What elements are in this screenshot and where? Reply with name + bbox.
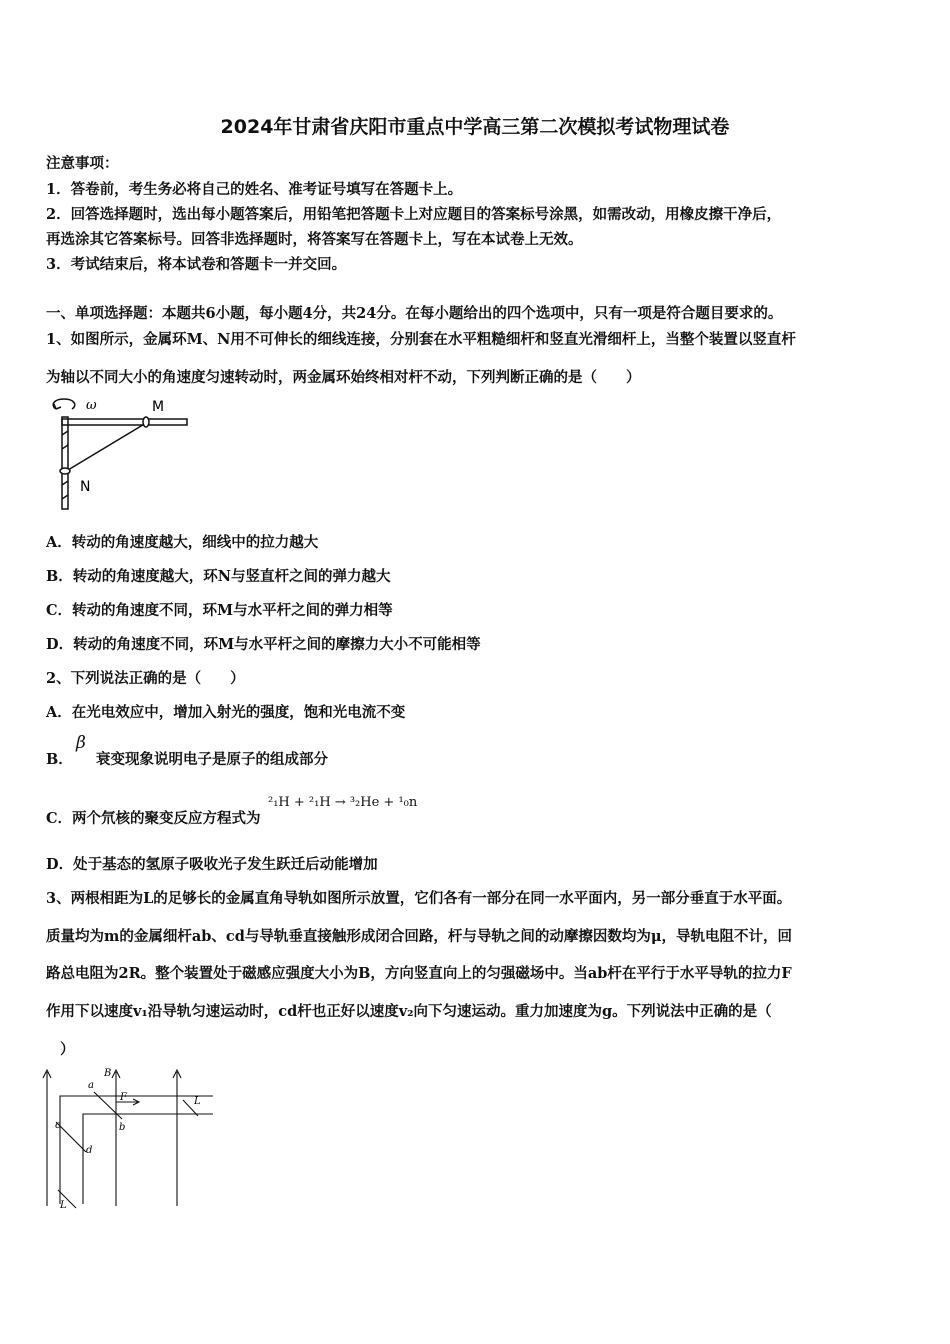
fig3-F-label: F — [120, 1092, 127, 1103]
fig3-L-right-label: L — [194, 1096, 201, 1107]
fig3-B-label: B — [104, 1068, 112, 1079]
fig1-M-label: M — [152, 399, 165, 415]
q2-option-a: A．在光电效应中，增加入射光的强度，饱和光电流不变 — [46, 704, 406, 721]
q1-figure — [48, 395, 198, 515]
fig3-d-label: d — [86, 1145, 93, 1156]
q1-stem-line2: 为轴以不同大小的角速度匀速转动时，两金属环始终相对杆不动，下列判断正确的是（ ） — [46, 369, 641, 386]
q1-option-d: D．转动的角速度不同，环M与水平杆之间的摩擦力大小不可能相等 — [46, 636, 481, 653]
q1-option-c: C．转动的角速度不同，环M与水平杆之间的弹力相等 — [46, 602, 393, 619]
q1-stem-line1: 1、如图所示，金属环M、N用不可伸长的细线连接，分别套在水平粗糙细杆和竖直光滑细杆上，当整个装置以竖直杆 — [46, 331, 796, 348]
page-title: 2024年甘肃省庆阳市重点中学高三第二次模拟考试物理试卷 — [220, 116, 730, 138]
fig3-c-label: c — [55, 1120, 61, 1131]
notice-item-2b: 再选涂其它答案标号。回答非选择题时，将答案写在答题卡上，写在本试卷上无效。 — [46, 231, 583, 248]
fig3-a-label: a — [88, 1080, 94, 1091]
rotation-arrow-icon — [53, 399, 75, 409]
q3-stem-line5: ） — [60, 1041, 75, 1058]
q2-option-c-text: C．两个氘核的聚变反应方程式为 — [46, 810, 261, 827]
q2-option-b-beta: β — [76, 733, 86, 753]
q3-stem-line2: 质量均为m的金属细杆ab、cd与导轨垂直接触形成闭合回路，杆与导轨之间的动摩擦因数均为μ，导轨电阻不计，回 — [46, 928, 792, 945]
q2-stem: 2、下列说法正确的是（ ） — [46, 670, 245, 687]
section-heading: 一、单项选择题：本题共6小题，每小题4分，共24分。在每小题给出的四个选项中，只有一项是符合题目要求的。 — [46, 305, 783, 322]
q1-option-a: A．转动的角速度越大，细线中的拉力越大 — [46, 534, 319, 551]
q3-stem-line1: 3、两根相距为L的足够长的金属直角导轨如图所示放置，它们各有一部分在同一水平面内，另一部分垂直于水平面。 — [46, 890, 792, 907]
notice-item-3: 3．考试结束后，将本试卷和答题卡一并交回。 — [46, 256, 347, 273]
q2-option-d: D．处于基态的氢原子吸收光子发生跃迁后动能增加 — [46, 856, 378, 873]
q2-option-b-text: 衰变现象说明电子是原子的组成部分 — [96, 751, 328, 768]
q3-figure — [38, 1064, 218, 1214]
fig3-b-label: b — [119, 1122, 126, 1133]
notice-item-1: 1．答卷前，考生务必将自己的姓名、准考证号填写在答题卡上。 — [46, 181, 463, 198]
q3-stem-line3: 路总电阻为2R。整个装置处于磁感应强度大小为B，方向竖直向上的匀强磁场中。当ab杆在平行于水平导轨的拉力F — [46, 965, 792, 982]
fig3-L-bottom-label: L — [60, 1200, 67, 1211]
notice-item-2a: 2．回答选择题时，选出每小题答案后，用铅笔把答题卡上对应题目的答案标号涂黑，如需改动，用橡皮擦干净后， — [46, 206, 782, 223]
q1-option-b: B．转动的角速度越大，环N与竖直杆之间的弹力越大 — [46, 568, 391, 585]
q2-option-b-label: B． — [46, 751, 73, 768]
q3-stem-line4: 作用下以速度v₁沿导轨匀速运动时，cd杆也正好以速度v₂向下匀速运动。重力加速度为g。下列说法中正确的是（ — [46, 1003, 772, 1020]
fig1-omega-label: ω — [86, 398, 97, 413]
q2-option-c-equation: ²₁H + ²₁H → ³₂He + ¹₀n — [268, 795, 418, 810]
notice-heading: 注意事项： — [46, 155, 119, 172]
fig1-N-label: N — [80, 479, 91, 495]
